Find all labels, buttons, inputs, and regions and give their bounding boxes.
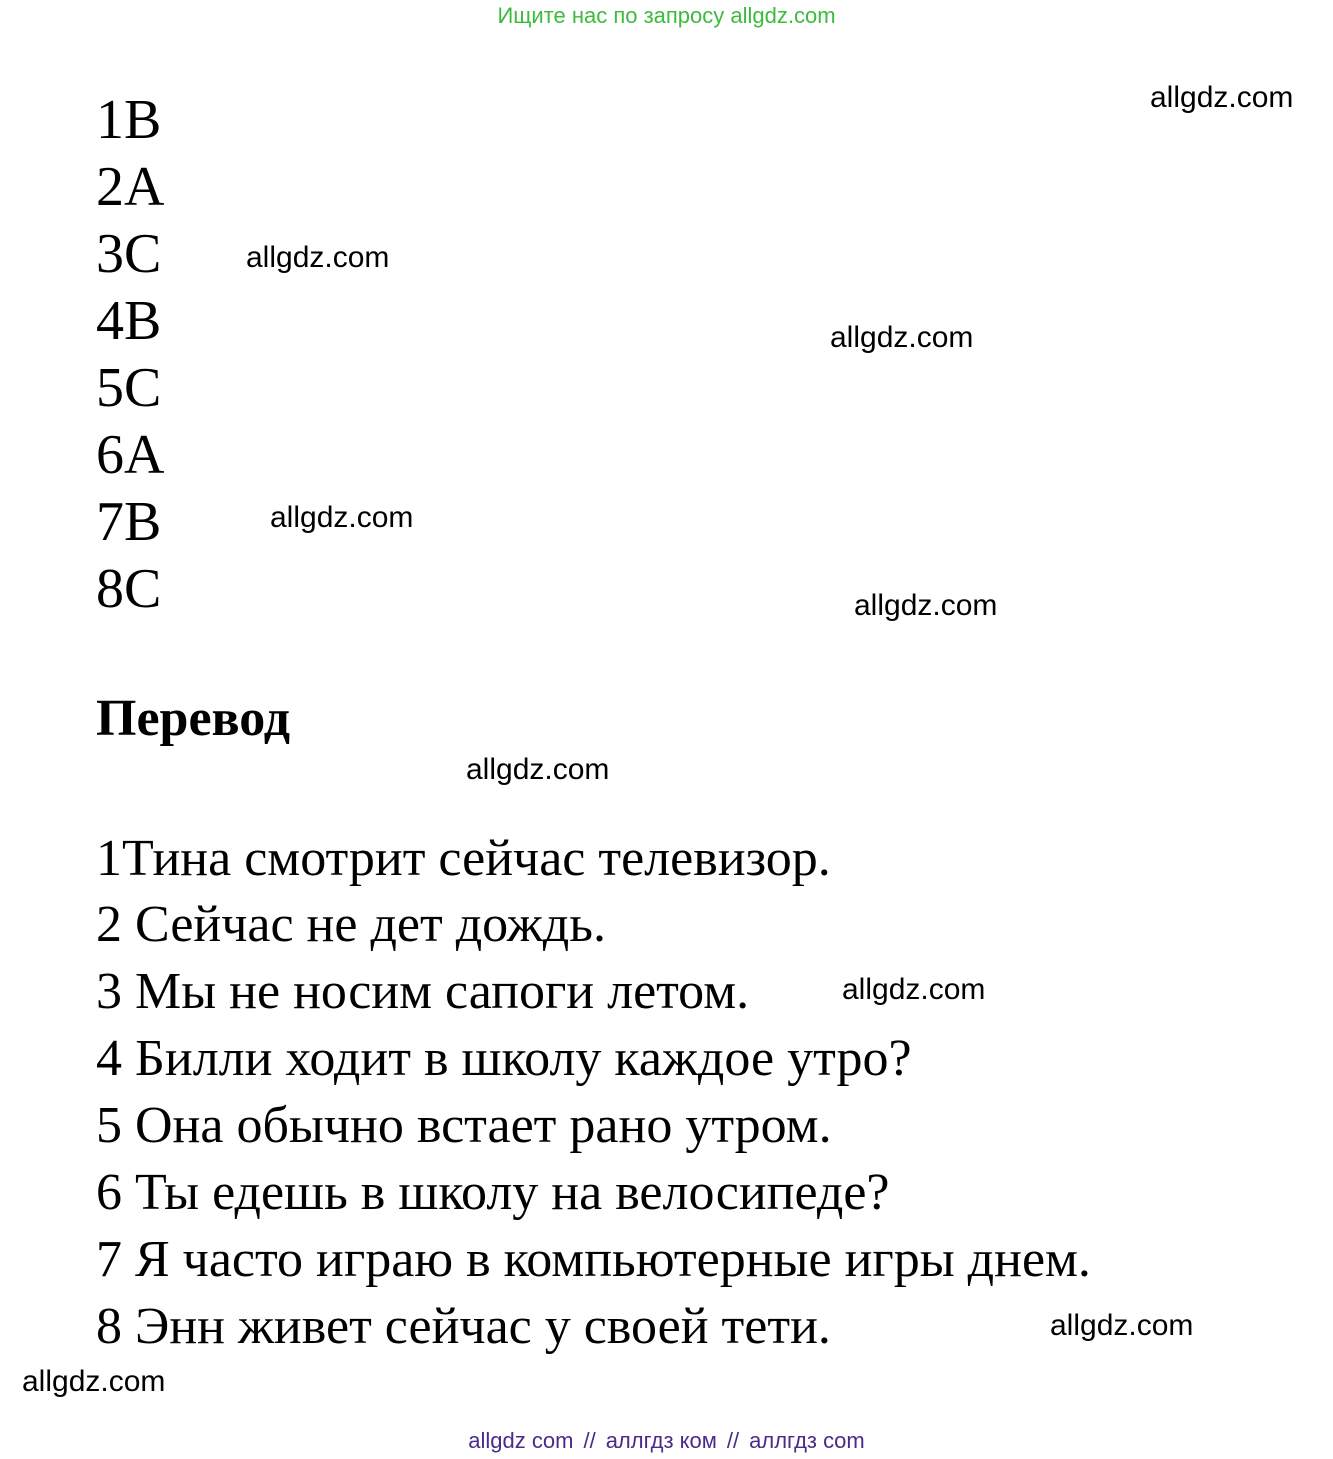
footer-link-3[interactable]: аллгдз com — [749, 1428, 865, 1453]
translation-sentence-2: 2 Сейчас не дет дождь. — [96, 896, 606, 953]
answer-1: 1B — [96, 89, 162, 151]
translation-heading: Перевод — [96, 690, 291, 747]
watermark: allgdz.com — [854, 589, 998, 622]
footer-separator: // — [583, 1428, 596, 1453]
watermark: allgdz.com — [466, 753, 610, 786]
answer-7: 7B — [96, 491, 162, 553]
answer-8: 8C — [96, 558, 162, 620]
answer-3: 3C — [96, 223, 162, 285]
footer-link-2[interactable]: аллгдз ком — [605, 1428, 717, 1453]
translation-sentence-1: 1Тина смотрит сейчас телевизор. — [96, 830, 831, 887]
watermark: allgdz.com — [830, 321, 974, 354]
footer-link-1[interactable]: allgdz com — [468, 1428, 574, 1453]
translation-sentence-3: 3 Мы не носим сапоги летом. — [96, 963, 750, 1020]
answer-2: 2A — [96, 156, 165, 218]
answer-6: 6A — [96, 424, 165, 486]
watermark: allgdz.com — [1050, 1309, 1194, 1342]
watermark: allgdz.com — [1150, 81, 1294, 114]
footer-separator: // — [726, 1428, 740, 1453]
translation-sentence-4: 4 Билли ходит в школу каждое утро? — [96, 1030, 912, 1087]
watermark: allgdz.com — [270, 501, 414, 534]
watermark: allgdz.com — [842, 973, 986, 1006]
top-banner: Ищите нас по запросу allgdz.com — [497, 3, 836, 28]
watermark: allgdz.com — [246, 241, 390, 274]
answer-5: 5C — [96, 357, 162, 419]
translation-sentence-7: 7 Я часто играю в компьютерные игры днем. — [96, 1231, 1091, 1288]
translation-sentence-6: 6 Ты едешь в школу на велосипеде? — [96, 1164, 890, 1221]
footer — [0, 1428, 1333, 1454]
answer-4: 4B — [96, 290, 162, 352]
translation-sentence-8: 8 Энн живет сейчас у своей тети. — [96, 1298, 831, 1355]
translation-sentence-5: 5 Она обычно встает рано утром. — [96, 1097, 832, 1154]
watermark: allgdz.com — [22, 1365, 166, 1398]
